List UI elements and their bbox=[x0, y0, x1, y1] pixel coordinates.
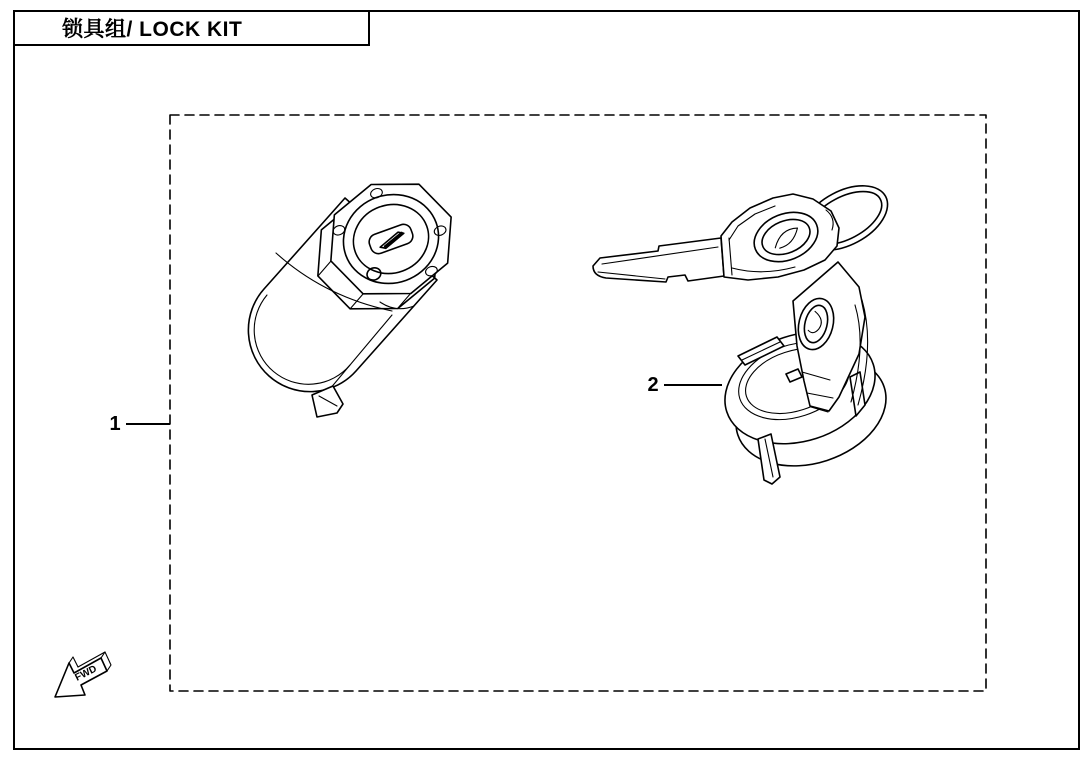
callout-2-leader-line bbox=[664, 384, 722, 386]
fwd-direction-arrow bbox=[45, 645, 115, 705]
horizontal-key bbox=[593, 194, 839, 282]
keys-fuel-cap-illustration bbox=[580, 150, 910, 500]
fwd-label: FWD bbox=[73, 663, 99, 684]
page-title: 锁具组/ LOCK KIT bbox=[62, 18, 243, 41]
key-blade bbox=[593, 238, 724, 282]
callout-2-label: 2 bbox=[647, 374, 659, 396]
ignition-lock-cylinder-illustration bbox=[240, 165, 480, 445]
title-box bbox=[13, 10, 370, 46]
callout-1-label: 1 bbox=[109, 413, 121, 435]
callout-1-leader-line bbox=[126, 423, 170, 425]
